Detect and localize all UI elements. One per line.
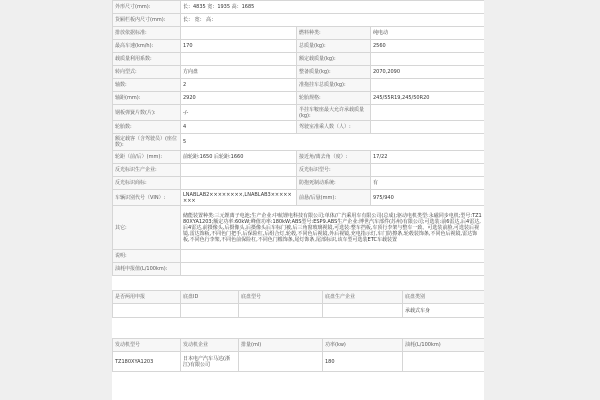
engine-cell: 180 [323, 352, 403, 372]
approach-label: 接近角/离去角（度）: [297, 151, 371, 164]
max-speed-label: 最高车速(km/h): [113, 40, 181, 53]
chassis-header: 是否两用申报 [113, 291, 181, 304]
fuel-consumption-value [181, 263, 485, 276]
chassis-header: 底盘ID [181, 291, 239, 304]
engine-header: 油耗(L/100km) [403, 339, 485, 352]
spec-table [112, 0, 484, 276]
vin-value: LNABLAB2××××××××,LNABLAB3×××××××× [181, 190, 297, 206]
reflector-model-label: 反光标识型号: [297, 164, 371, 177]
abs-value: 有 [371, 177, 485, 190]
fuel-consumption-label: 油耗申报值(L/100km): [113, 263, 181, 276]
abs-label: 防抱死制动系统: [297, 177, 371, 190]
engine-header: 发动机型号 [113, 339, 181, 352]
chassis-cell: 承载式车身 [403, 304, 485, 318]
saddle-load-value [371, 105, 485, 121]
steering-label: 转向型式: [113, 66, 181, 79]
total-mass-label: 总质量(kg): [297, 40, 371, 53]
reflector-brand-value [181, 177, 297, 190]
cab-passengers-value [371, 121, 485, 134]
other-label: 其它: [113, 206, 181, 250]
reflector-brand-label: 反光标识商标: [113, 177, 181, 190]
tire-spec-label: 轮胎规格: [297, 92, 371, 105]
steering-value: 方向盘 [181, 66, 297, 79]
outer-size-label: 外形尺寸(mm): [113, 1, 181, 14]
track-label: 轮距（前/后）(mm): [113, 151, 181, 164]
vin-label: 车辆识别代号（VIN）: [113, 190, 181, 206]
other-value: 储能装置种类:三元锂离子电池;生产企业:中航锂电科技有限公司;单体/广汽乘用车有限公司(总成);驱动电机类型:永磁同步电机;型号:TZ180XYA1203;额定功率:60kW;峰值功率:180kW;ABS型号:ESP9.ABS生产企业:博世汽车部件(苏州)有限公司;可选装:前6雷达,后4雷达,后4雷达,前摄像头,后摄像头,后摄像头后车标门被,后三角窗玻璃视镜,可选装:整车挡板,车顶行李架与整车一致、可选装前脸,可选装后视镜,雷达饰板,不同色门把手,后保险杠,后组合灯,轮毂,不同色后视镜,外后视镜,充电指示灯,车门防擦条,轮毂装饰条,不同色后视镜,雷达饰板,不同色行李架,不同色前保险杠,不同色门槛饰条,尾灯饰条,尾部标识,该车型可选装ETC车载装置 [181, 206, 485, 250]
axle-count-label: 轴数: [113, 79, 181, 92]
notes-value [181, 250, 485, 263]
chassis-header: 底盘类别 [403, 291, 485, 304]
capacity-util-label: 载质量利用系数: [113, 53, 181, 66]
chassis-cell [181, 304, 239, 318]
max-speed-value: 170 [181, 40, 297, 53]
leaf-spring-label: 钢板弹簧片数(片): [113, 105, 181, 121]
saddle-load-label: 半挂车鞍座最大允许承载质量(kg): [297, 105, 371, 121]
chassis-header: 底盘生产企业 [323, 291, 403, 304]
vehicle-spec-sheet [112, 0, 484, 400]
outer-size-value: 长：4835 宽：1935 高：1685 [181, 1, 485, 14]
emission-value [181, 27, 297, 40]
engine-cell: 日本电产汽车马达(浙江)有限公司 [181, 352, 239, 372]
track-value: 前轮距:1650 后轮距:1660 [181, 151, 297, 164]
wheelbase-value: 2920 [181, 92, 297, 105]
total-mass-value: 2560 [371, 40, 485, 53]
trailer-mass-label: 准拖挂车总质量(kg): [297, 79, 371, 92]
reflector-maker-label: 反光标识生产企业: [113, 164, 181, 177]
curb-mass-label: 整备质量(kg): [297, 66, 371, 79]
engine-cell [239, 352, 323, 372]
chassis-cell [323, 304, 403, 318]
emission-label: 排放依据标准: [113, 27, 181, 40]
engine-header: 排量(ml) [239, 339, 323, 352]
cargo-size-value: 长： 宽： 高： [181, 14, 485, 27]
wheelbase-label: 轴距(mm): [113, 92, 181, 105]
chassis-cell [239, 304, 323, 318]
tire-spec-value: 245/55R19,245/50R20 [371, 92, 485, 105]
notes-label: 说明: [113, 250, 181, 263]
axle-count-value: 2 [181, 79, 297, 92]
rated-load-label: 额定载质量(kg): [297, 53, 371, 66]
rated-passengers-value: 5 [181, 134, 485, 151]
chassis-cell [113, 304, 181, 318]
fuel-label: 燃料种类: [297, 27, 371, 40]
cargo-size-label: 货厢栏板内尺寸(mm): [113, 14, 181, 27]
overhang-value: 975/940 [371, 190, 485, 206]
chassis-header: 底盘型号 [239, 291, 323, 304]
fuel-value: 纯电动 [371, 27, 485, 40]
leaf-spring-value: -/- [181, 105, 297, 121]
engine-cell [403, 352, 485, 372]
curb-mass-value: 2070,2090 [371, 66, 485, 79]
trailer-mass-value [371, 79, 485, 92]
engine-header: 功率(kw) [323, 339, 403, 352]
capacity-util-value [181, 53, 297, 66]
engine-header: 发动机企业 [181, 339, 239, 352]
cab-passengers-label: 驾驶室准乘人数（人）: [297, 121, 371, 134]
approach-value: 17/22 [371, 151, 485, 164]
overhang-label: 前悬/后悬(mm): [297, 190, 371, 206]
engine-cell: TZ180XYA1203 [113, 352, 181, 372]
rated-load-value [371, 53, 485, 66]
rated-passengers-label: 额定载客（含驾驶员）(座位数): [113, 134, 181, 151]
engine-table [112, 338, 484, 372]
reflector-maker-value [181, 164, 297, 177]
reflector-model-value [371, 164, 485, 177]
tire-count-value: 4 [181, 121, 297, 134]
chassis-table [112, 290, 484, 318]
tire-count-label: 轮胎数: [113, 121, 181, 134]
